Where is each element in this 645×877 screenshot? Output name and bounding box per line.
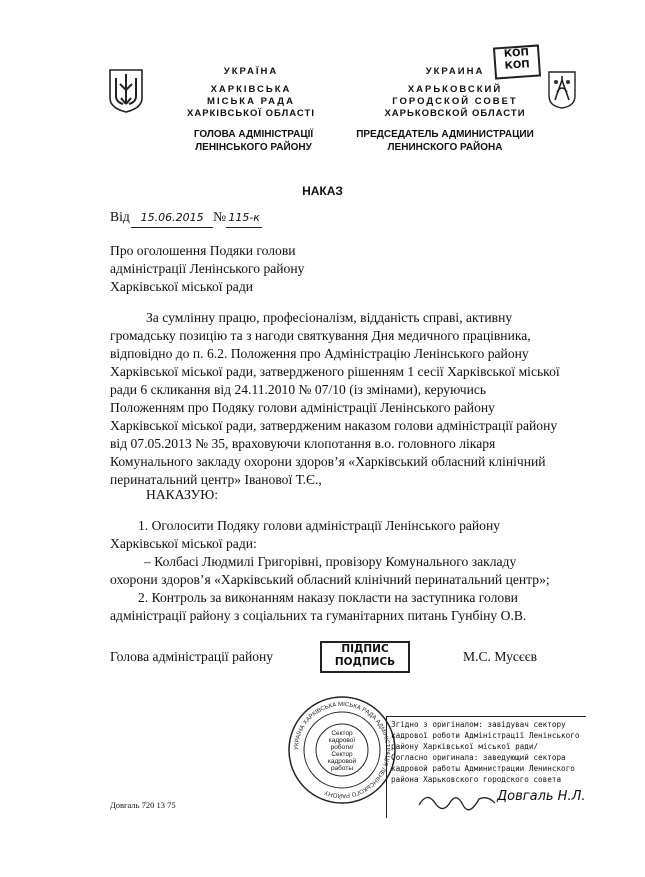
item-line: охорони здоров’я «Харківський обласний клінічний перинатальний центр»; bbox=[110, 572, 550, 587]
cert-line: району Харківської міської ради/ bbox=[391, 741, 539, 751]
seal-center-line: Сектор bbox=[331, 730, 353, 737]
item-line: адміністрації району з соціальних та гуманітарних питань Гунбіну О.В. bbox=[110, 608, 527, 623]
date-value: 15.06.2015 bbox=[131, 209, 213, 228]
header-ua-council-line1: ХАРКІВСЬКА bbox=[210, 84, 292, 95]
footer-contact: Довгаль 720 13 75 bbox=[110, 800, 176, 810]
trident-emblem-icon bbox=[107, 68, 145, 114]
item-line: – Колбасі Людмилі Григорівні, провізору Комунального закладу bbox=[144, 554, 517, 569]
signature-stamp bbox=[320, 641, 410, 673]
date-prefix: Від bbox=[110, 209, 130, 224]
date-line bbox=[110, 208, 262, 228]
header-ua-council-line2: МІСЬКА РАДА bbox=[207, 96, 295, 107]
item-line: Харківської міської ради: bbox=[110, 536, 257, 551]
header-ua-head-line2: ЛЕНІНСЬКОГО РАЙОНУ bbox=[195, 142, 312, 153]
body-line: відповідно до п. 6.2. Положення про Адміністрацію Ленінського району bbox=[110, 346, 529, 361]
cert-line: кадрової роботи Адміністрації Ленінського bbox=[391, 730, 580, 740]
body-line: від 07.05.2013 № 35, враховуючи клопотання в.о. головного лікаря bbox=[110, 436, 496, 451]
round-seal bbox=[287, 695, 397, 805]
handwritten-signature-icon bbox=[417, 787, 497, 813]
body-line: Харківської міської ради, затвердженого рішенням 1 сесії Харківської міської bbox=[110, 364, 560, 379]
copy-stamp bbox=[493, 44, 541, 79]
header-ru-council-line1: ХАРЬКОВСКИЙ bbox=[407, 84, 503, 95]
body-line: ради 6 скликання від 24.11.2010 № 07/10 (із змінами), керуючись bbox=[110, 382, 487, 397]
certification-stamp bbox=[386, 716, 586, 818]
subject-line1: Про оголошення Подяки голови bbox=[110, 243, 296, 258]
seal-center-line: работы bbox=[330, 765, 354, 772]
number-label: № bbox=[213, 209, 227, 224]
number-value: 115-к bbox=[226, 209, 262, 228]
seal-center-line: кадровой bbox=[327, 758, 357, 765]
body-line: Комунального закладу охорони здоров’я «Харківський обласний клінічний bbox=[110, 454, 546, 469]
cert-line: Согласно оригинала: заведующий сектора bbox=[391, 752, 566, 762]
header-ru-head-line1: ПРЕДСЕДАТЕЛЬ АДМИНИСТРАЦИИ bbox=[356, 129, 534, 140]
signature-position: Голова адміністрації району bbox=[110, 649, 274, 664]
body-line: перинатальний центр» Іванової Т.Є., bbox=[110, 472, 322, 487]
header-ru-council-line3: ХАРЬКОВСКОЙ ОБЛАСТИ bbox=[384, 108, 526, 119]
body-line: Харківської міської ради, затвердженим наказом голови адміністрації району bbox=[110, 418, 558, 433]
subject bbox=[110, 242, 304, 296]
item-line: 2. Контроль за виконанням наказу покласти на заступника голови bbox=[138, 590, 518, 605]
body-line: Положенням про Подяку голови адміністрації Ленінського району bbox=[110, 400, 495, 415]
subject-line3: Харківської міської ради bbox=[110, 279, 254, 294]
header-ua-council-line3: ХАРКІВСЬКОЇ ОБЛАСТІ bbox=[187, 108, 315, 119]
order-items bbox=[110, 517, 580, 625]
seal-center-line: роботи/ bbox=[330, 744, 354, 751]
body-line: За сумлінну працю, професіоналізм, відданість справі, активну bbox=[146, 310, 513, 325]
body-paragraph bbox=[110, 309, 580, 489]
copy-stamp-line2: КОП bbox=[504, 59, 531, 72]
item-line: 1. Оголосити Подяку голови адміністрації Ленінського району bbox=[138, 518, 501, 533]
header-ua-country: УКРАЇНА bbox=[223, 66, 279, 77]
cert-line: района Харьковского городского совета bbox=[391, 774, 562, 784]
cert-line: Згідно з оригіналом: завідувач сектору bbox=[391, 719, 566, 729]
subject-line2: адміністрації Ленінського району bbox=[110, 261, 305, 276]
document-title: НАКАЗ bbox=[302, 184, 343, 198]
copy-stamp-line1: КОП bbox=[503, 47, 530, 60]
cert-line: кадровой работы Администрации Ленинского bbox=[391, 763, 575, 773]
kharkiv-coat-of-arms-icon bbox=[547, 70, 577, 110]
header-ru-country: УКРАИНА bbox=[425, 66, 485, 77]
signature-name: М.С. Мусєєв bbox=[463, 649, 538, 664]
header-ru-council-line2: ГОРОДСКОЙ СОВЕТ bbox=[392, 96, 518, 107]
header-ua-head-line1: ГОЛОВА АДМІНІСТРАЦІЇ bbox=[193, 129, 314, 140]
round-seal-ring-text: УКРАЇНА ХАРКІВСЬКА МІСЬКА РАДА АДМІНІСТРАЦІЯ ЛЕНІНСЬКОГО РАЙОНУ bbox=[293, 701, 391, 799]
signature-stamp-line1: ПІДПИС bbox=[341, 643, 389, 655]
round-seal-center bbox=[320, 730, 364, 772]
seal-center-line: кадрової bbox=[328, 737, 356, 744]
order-word: НАКАЗУЮ: bbox=[146, 487, 219, 502]
header-ru-head-line2: ЛЕНИНСКОГО РАЙОНА bbox=[387, 142, 503, 153]
seal-center-line: Сектор bbox=[331, 751, 353, 758]
certifier-signature: Довгаль Н.Л. bbox=[497, 789, 586, 804]
body-line: громадську позицію та з нагоди святкування Дня медичного працівника, bbox=[110, 328, 531, 343]
signature-stamp-line2: ПОДПИСЬ bbox=[334, 656, 396, 668]
